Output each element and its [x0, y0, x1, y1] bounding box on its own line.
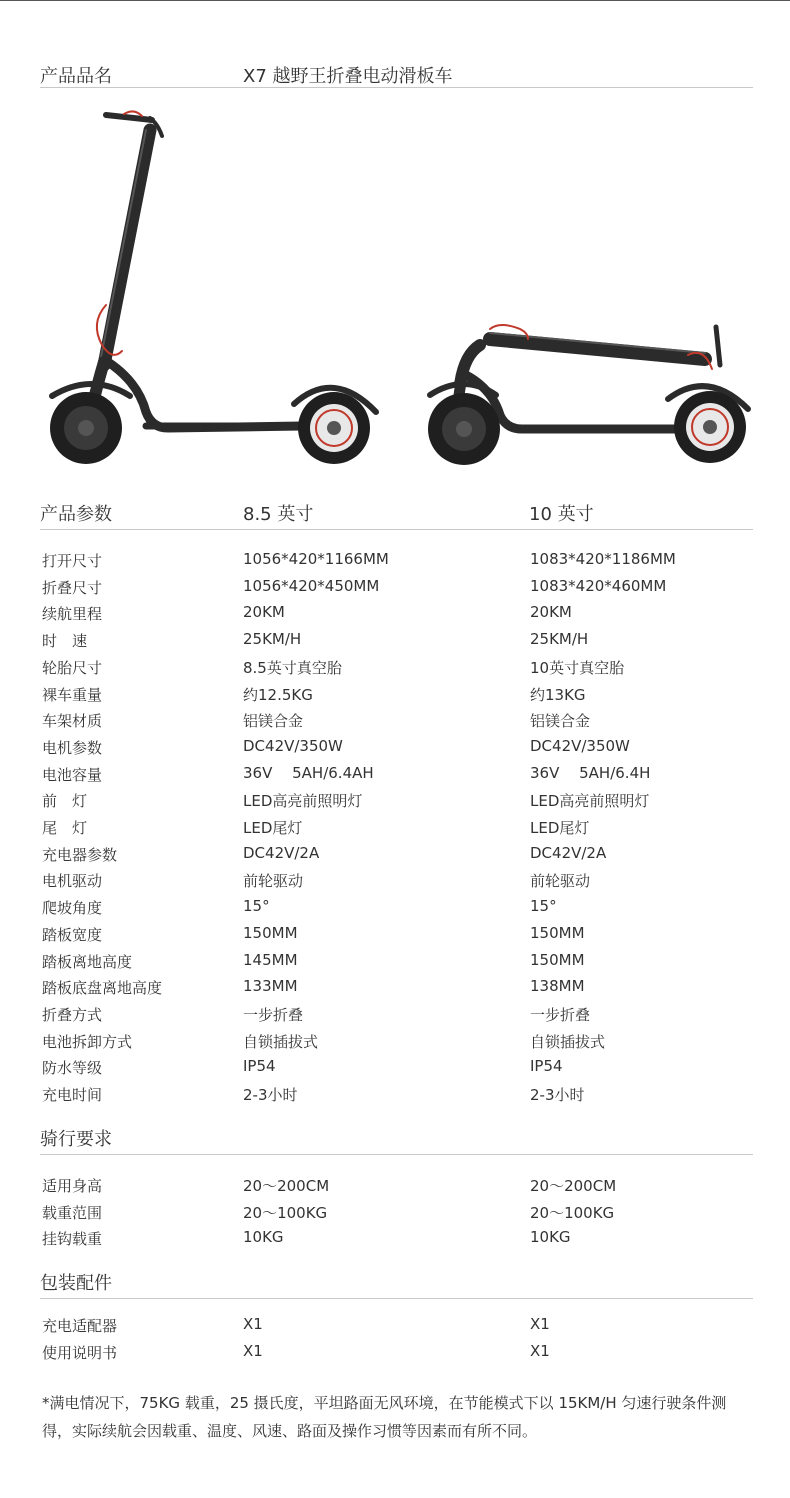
spec-value-col1: 前轮驱动: [243, 872, 304, 891]
spec-row: [42, 1202, 753, 1228]
spec-value-col2: 36V 5AH/6.4H: [530, 763, 651, 782]
spec-value-col2: 2-3小时: [530, 1086, 585, 1104]
spec-value-col1: 15°: [243, 897, 270, 916]
spec-value-col2: 15°: [530, 897, 557, 916]
spec-label: 踏板底盘离地高度: [42, 979, 163, 998]
spec-value-col1: 1056*420*450MM: [243, 576, 380, 595]
spec-value-col2: 150MM: [530, 950, 585, 969]
spec-value-col2: 20～200CM: [530, 1177, 617, 1195]
spec-value-col1: DC42V/2A: [243, 843, 320, 862]
spec-value-col1: IP54: [243, 1057, 276, 1076]
spec-value-col1: 20KM: [243, 603, 285, 622]
spec-label: 充电适配器: [42, 1317, 118, 1335]
spec-value-col1: 自锁插拔式: [243, 1032, 319, 1051]
spec-label: 轮胎尺寸: [42, 658, 103, 677]
spec-value-col2: 铝镁合金: [530, 712, 591, 731]
spec-label: 爬坡角度: [42, 899, 103, 918]
product-name-header: [40, 62, 753, 88]
spec-value-col2: 20KM: [530, 603, 572, 622]
spec-value-col1: LED高亮前照明灯: [243, 792, 363, 811]
spec-label: 使用说明书: [42, 1344, 118, 1362]
spec-label: 载重范围: [42, 1203, 103, 1222]
riding-header: [40, 1125, 753, 1155]
spec-row: [42, 790, 753, 816]
spec-row: [42, 897, 753, 923]
spec-row: [42, 684, 753, 710]
spec-value-col1: DC42V/350W: [243, 736, 343, 755]
spec-label: 挂钩载重: [42, 1230, 103, 1248]
spec-value-col2: 一步折叠: [530, 1005, 591, 1024]
product-name-label: 产品品名: [40, 66, 112, 87]
spec-row: [42, 951, 753, 977]
spec-row: [42, 577, 753, 603]
spec-label: 电池容量: [42, 765, 103, 784]
spec-row: [42, 1342, 753, 1368]
spec-row: [42, 1031, 753, 1057]
spec-row: [42, 1315, 753, 1341]
spec-value-col1: 一步折叠: [243, 1005, 304, 1024]
spec-label: 尾 灯: [42, 819, 88, 837]
spec-value-col1: 20～100KG: [243, 1203, 328, 1222]
spec-value-col1: 20～200CM: [243, 1177, 330, 1195]
spec-label: 适用身高: [42, 1177, 103, 1195]
spec-value-col2: 自锁插拔式: [530, 1032, 606, 1051]
spec-value-col2: 150MM: [530, 923, 585, 942]
spec-value-col2: 约13KG: [530, 685, 586, 704]
riding-header-label: 骑行要求: [40, 1129, 112, 1150]
spec-label: 电机参数: [42, 738, 103, 757]
spec-value-col2: 10英寸真空胎: [530, 658, 625, 677]
spec-row: [42, 1057, 753, 1083]
spec-row: [42, 1175, 753, 1201]
spec-row: [42, 550, 753, 576]
spec-label: 前 灯: [42, 792, 88, 811]
spec-value-col1: X1: [243, 1342, 263, 1360]
package-header: [40, 1269, 753, 1299]
spec-value-col2: X1: [530, 1315, 550, 1333]
spec-value-col1: 10KG: [243, 1228, 284, 1246]
package-header-label: 包装配件: [40, 1273, 112, 1294]
spec-value-col1: 8.5英寸真空胎: [243, 658, 342, 677]
spec-row: [42, 817, 753, 843]
spec-label: 续航里程: [42, 605, 103, 624]
spec-row: [42, 870, 753, 896]
spec-row: [42, 630, 753, 656]
spec-row: [42, 1004, 753, 1030]
scooter-unfolded-image: [42, 100, 382, 470]
product-name-value: X7 越野王折叠电动滑板车: [243, 66, 453, 87]
spec-value-col1: 1056*420*1166MM: [243, 550, 389, 568]
spec-value-col2: LED高亮前照明灯: [530, 792, 650, 811]
spec-label: 裸车重量: [42, 685, 103, 704]
spec-label: 踏板宽度: [42, 925, 103, 944]
spec-value-col1: 2-3小时: [243, 1086, 298, 1104]
spec-label: 车架材质: [42, 712, 103, 731]
spec-row: [42, 977, 753, 1003]
spec-row: [42, 710, 753, 736]
spec-value-col2: 前轮驱动: [530, 872, 591, 891]
spec-value-col1: 133MM: [243, 977, 298, 996]
spec-row: [42, 657, 753, 683]
spec-value-col1: 约12.5KG: [243, 685, 313, 704]
spec-value-col2: X1: [530, 1342, 550, 1360]
spec-label: 折叠方式: [42, 1005, 103, 1024]
top-border-line: [0, 0, 790, 1]
spec-value-col2: DC42V/350W: [530, 736, 630, 755]
spec-value-col1: 25KM/H: [243, 630, 302, 649]
spec-row: [42, 924, 753, 950]
params-header-col2: 10 英寸: [529, 504, 594, 525]
spec-value-col2: DC42V/2A: [530, 843, 607, 862]
spec-value-col2: 20～100KG: [530, 1203, 615, 1222]
spec-value-col1: 铝镁合金: [243, 712, 304, 731]
spec-label: 电机驱动: [42, 872, 103, 891]
spec-label: 踏板离地高度: [42, 952, 133, 971]
spec-value-col2: 1083*420*1186MM: [530, 550, 676, 568]
spec-label: 打开尺寸: [42, 552, 103, 570]
spec-row: [42, 737, 753, 763]
params-header: [40, 500, 753, 530]
spec-label: 时 速: [42, 632, 88, 651]
spec-label: 电池拆卸方式: [42, 1032, 133, 1051]
scooter-folded-image: [420, 315, 760, 470]
spec-value-col2: 25KM/H: [530, 630, 589, 649]
spec-label: 充电时间: [42, 1086, 103, 1104]
spec-label: 折叠尺寸: [42, 578, 103, 597]
spec-value-col1: X1: [243, 1315, 263, 1333]
spec-value-col2: LED尾灯: [530, 819, 590, 837]
params-header-label: 产品参数: [40, 504, 112, 525]
spec-value-col1: 36V 5AH/6.4AH: [243, 763, 374, 782]
spec-value-col2: 138MM: [530, 977, 585, 996]
spec-row: [42, 603, 753, 629]
spec-row: [42, 764, 753, 790]
spec-value-col1: 150MM: [243, 923, 298, 942]
spec-row: [42, 1084, 753, 1110]
params-header-col1: 8.5 英寸: [243, 504, 314, 525]
spec-value-col2: 1083*420*460MM: [530, 576, 667, 595]
spec-value-col1: 145MM: [243, 950, 298, 969]
spec-value-col2: 10KG: [530, 1228, 571, 1246]
spec-row: [42, 844, 753, 870]
spec-label: 防水等级: [42, 1059, 103, 1078]
spec-value-col2: IP54: [530, 1057, 563, 1076]
spec-row: [42, 1228, 753, 1254]
footnote: *满电情况下，75KG 载重，25 摄氏度，平坦路面无风环境，在节能模式下以 15KM/H 匀速行驶条件测得，实际续航会因载重、温度、风速、路面及操作习惯等因素而有所不同。: [42, 1394, 727, 1440]
spec-value-col1: LED尾灯: [243, 819, 303, 837]
spec-label: 充电器参数: [42, 845, 118, 864]
